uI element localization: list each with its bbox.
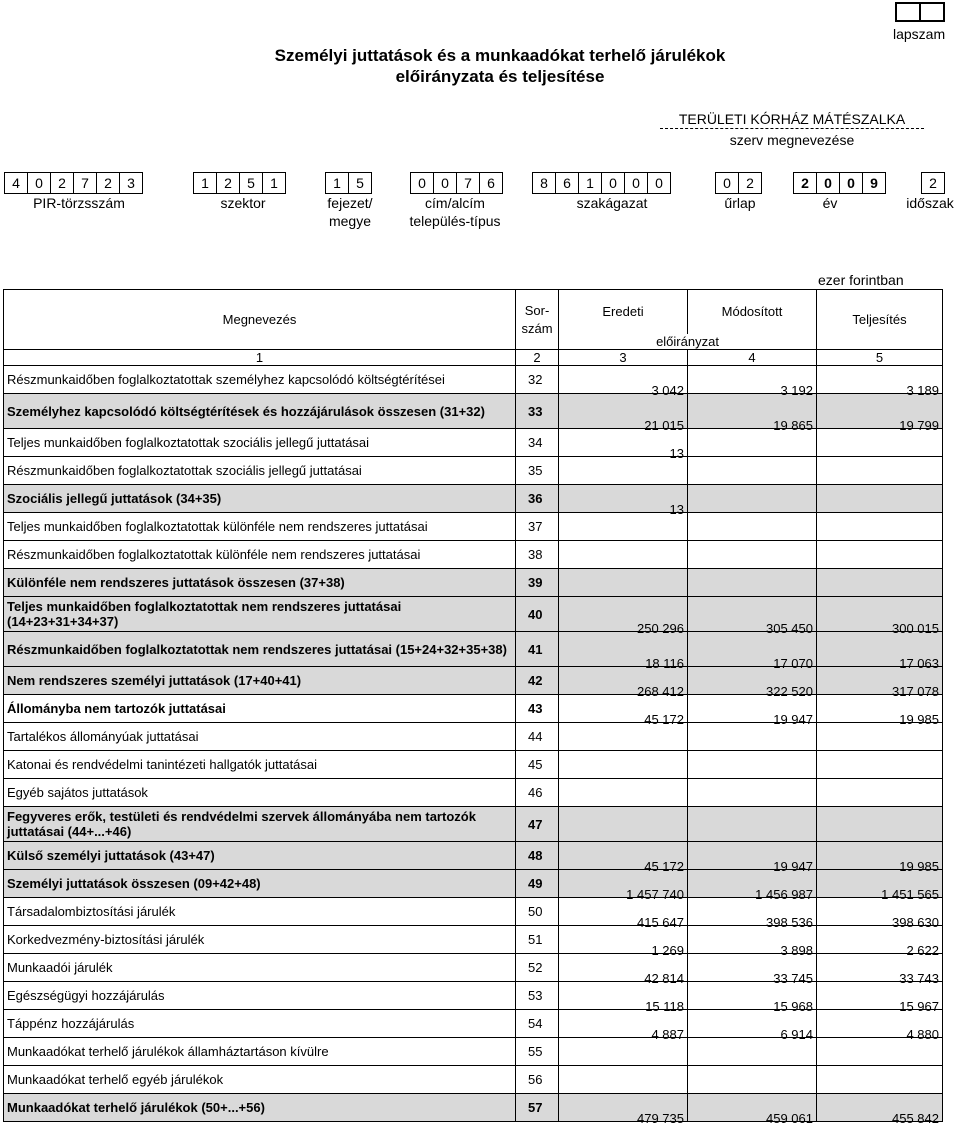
row-eredeti-value: 45 172 [644, 712, 684, 727]
table-row [4, 394, 943, 429]
row-eredeti-value: 3 042 [651, 383, 684, 398]
row-eredeti-value: 4 887 [651, 1027, 684, 1042]
code-label: szektor [220, 195, 266, 211]
row-modositott-value: 19 947 [773, 859, 813, 874]
row-eredeti [559, 513, 688, 541]
row-teljesites [817, 751, 943, 779]
row-name: Részmunkaidőben foglalkoztatottak szociális jellegű juttatásai [4, 457, 516, 485]
table-row [4, 842, 943, 870]
row-teljesites-value: 300 015 [892, 621, 939, 636]
row-sorszam: 53 [516, 982, 559, 1010]
row-modositott [688, 779, 817, 807]
row-sorszam: 37 [516, 513, 559, 541]
code-digit: 2 [929, 175, 937, 191]
row-eredeti-value: 15 118 [645, 999, 684, 1014]
row-teljesites [817, 632, 943, 671]
colnum-2: 2 [516, 350, 559, 366]
row-eredeti-value: 479 735 [637, 1111, 684, 1126]
header-sorszam: Sor- szám [516, 290, 559, 350]
organization-label: szerv megnevezése [729, 132, 855, 148]
row-name: Teljes munkaidőben foglalkoztatottak különféle nem rendszeres juttatásai [4, 513, 516, 541]
row-name: Munkaadói járulék [4, 954, 516, 982]
row-modositott [688, 751, 817, 779]
header-eredeti: Eredeti [559, 290, 688, 334]
code-digit: 0 [840, 173, 863, 193]
code-digit: 2 [217, 173, 240, 193]
organization-name: TERÜLETI KÓRHÁZ MÁTÉSZALKA [660, 111, 924, 129]
row-name: Részmunkaidőben foglalkoztatottak különféle nem rendszeres juttatásai [4, 541, 516, 569]
row-modositott-value: 3 192 [780, 383, 813, 398]
row-sorszam: 49 [516, 870, 559, 898]
code-digit: 0 [716, 173, 739, 193]
row-modositott-value: 6 914 [780, 1027, 813, 1042]
table-row [4, 807, 943, 842]
row-teljesites [817, 513, 943, 541]
lapszam-boxes [895, 2, 945, 22]
row-sorszam: 34 [516, 429, 559, 457]
header-eloiranyzat: előirányzat [559, 334, 817, 350]
row-teljesites [817, 807, 943, 842]
table-row [4, 1094, 943, 1122]
code-group [921, 172, 945, 194]
header-teljesites: Teljesítés [817, 290, 943, 350]
code-group [715, 172, 762, 194]
row-name: Munkaadókat terhelő járulékok államháztartáson kívülre [4, 1038, 516, 1066]
code-digit: 1 [579, 173, 602, 193]
row-name: Személyhez kapcsolódó költségtérítések és hozzájárulások összesen (31+32) [4, 394, 516, 429]
row-teljesites-value: 17 063 [899, 656, 939, 671]
code-digit: 4 [5, 173, 28, 193]
row-eredeti-value: 45 172 [644, 859, 684, 874]
row-modositott-value: 1 456 987 [755, 887, 813, 902]
row-teljesites-value: 15 967 [899, 999, 939, 1014]
row-sorszam: 41 [516, 632, 559, 667]
row-name: Egészségügyi hozzájárulás [4, 982, 516, 1010]
code-group [325, 172, 372, 194]
table-row [4, 366, 943, 394]
row-sorszam: 55 [516, 1038, 559, 1066]
code-digit: 7 [74, 173, 97, 193]
row-modositott-value: 19 865 [773, 418, 813, 433]
code-digit: 8 [533, 173, 556, 193]
row-name: Katonai és rendvédelmi tanintézeti hallgatók juttatásai [4, 751, 516, 779]
code-digit: 0 [602, 173, 625, 193]
row-eredeti [559, 394, 688, 433]
row-sorszam: 50 [516, 898, 559, 926]
row-teljesites [817, 541, 943, 569]
row-teljesites [817, 394, 943, 433]
row-sorszam: 38 [516, 541, 559, 569]
code-digit: 2 [51, 173, 74, 193]
row-name: Különféle nem rendszeres juttatások összesen (37+38) [4, 569, 516, 597]
row-eredeti-value: 1 457 740 [626, 887, 684, 902]
table-row [4, 751, 943, 779]
row-teljesites-value: 19 985 [899, 712, 939, 727]
row-teljesites [817, 779, 943, 807]
row-name: Nem rendszeres személyi juttatások (17+40+41) [4, 667, 516, 695]
row-modositott [688, 1094, 817, 1126]
code-digit: 6 [556, 173, 579, 193]
row-eredeti [559, 842, 688, 874]
row-teljesites-value: 455 842 [892, 1111, 939, 1126]
row-name: Részmunkaidőben foglalkoztatottak nem rendszeres juttatásai (15+24+32+35+38) [4, 632, 516, 667]
row-teljesites-value: 1 451 565 [881, 887, 939, 902]
code-digit: 0 [625, 173, 648, 193]
code-group [4, 172, 143, 194]
row-name: Munkaadókat terhelő járulékok (50+...+56) [4, 1094, 516, 1122]
table-row [4, 569, 943, 597]
row-teljesites-value: 19 799 [899, 418, 939, 433]
row-name: Részmunkaidőben foglalkoztatottak személyhez kapcsolódó költségtérítései [4, 366, 516, 394]
row-sorszam: 54 [516, 1010, 559, 1038]
row-eredeti [559, 779, 688, 807]
row-eredeti [559, 541, 688, 569]
code-group [193, 172, 286, 194]
row-teljesites [817, 842, 943, 874]
row-eredeti [559, 1066, 688, 1094]
row-eredeti-value: 21 015 [644, 418, 684, 433]
row-teljesites [817, 457, 943, 485]
code-digit: 1 [270, 175, 278, 191]
row-name: Korkedvezmény-biztosítási járulék [4, 926, 516, 954]
table-row [4, 632, 943, 667]
row-name: Személyi juttatások összesen (09+42+48) [4, 870, 516, 898]
row-modositott [688, 394, 817, 433]
row-teljesites-value: 3 189 [906, 383, 939, 398]
row-modositott [688, 1066, 817, 1094]
row-eredeti-value: 250 296 [637, 621, 684, 636]
table-row [4, 457, 943, 485]
row-eredeti [559, 569, 688, 597]
code-digit: 0 [434, 173, 457, 193]
row-name: Egyéb sajátos juttatások [4, 779, 516, 807]
row-teljesites [817, 485, 943, 513]
code-digit: 0 [28, 173, 51, 193]
row-eredeti [559, 632, 688, 671]
row-modositott-value: 15 968 [773, 999, 813, 1014]
row-eredeti-value: 13 [669, 502, 684, 517]
row-teljesites-value: 19 985 [899, 859, 939, 874]
row-eredeti [559, 597, 688, 636]
row-eredeti-value: 13 [669, 446, 684, 461]
row-modositott [688, 366, 817, 398]
row-modositott-value: 305 450 [766, 621, 813, 636]
row-eredeti-value: 42 814 [644, 971, 684, 986]
row-sorszam: 47 [516, 807, 559, 842]
row-eredeti-value: 268 412 [637, 684, 684, 699]
row-teljesites-value: 398 630 [892, 915, 939, 930]
code-label: PIR-törzsszám [33, 195, 125, 211]
row-teljesites-value: 317 078 [892, 684, 939, 699]
row-sorszam: 33 [516, 394, 559, 429]
code-digit: 7 [457, 173, 480, 193]
row-sorszam: 51 [516, 926, 559, 954]
row-teljesites-value: 2 622 [906, 943, 939, 958]
title-line-2: előirányzata és teljesítése [395, 67, 605, 86]
colnum-4: 4 [688, 350, 817, 366]
row-modositott [688, 597, 817, 636]
table-row [4, 513, 943, 541]
row-eredeti [559, 751, 688, 779]
header-megnevezes: Megnevezés [4, 290, 516, 350]
code-digit: 9 [870, 175, 878, 191]
row-modositott [688, 807, 817, 842]
row-name: Fegyveres erők, testületi és rendvédelmi szervek állományába nem tartozók juttatásai (44+...+46) [4, 807, 516, 842]
row-name: Állományba nem tartozók juttatásai [4, 695, 516, 723]
code-group [793, 172, 886, 194]
row-teljesites-value: 4 880 [906, 1027, 939, 1042]
code-group [532, 172, 671, 194]
row-eredeti [559, 807, 688, 842]
row-sorszam: 43 [516, 695, 559, 723]
row-modositott [688, 541, 817, 569]
table-row [4, 597, 943, 632]
code-group [410, 172, 503, 194]
row-name: Tartalékos állományúak juttatásai [4, 723, 516, 751]
row-modositott-value: 322 520 [766, 684, 813, 699]
row-teljesites [817, 1066, 943, 1094]
colnum-1: 1 [4, 350, 516, 366]
code-digit: 6 [487, 175, 495, 191]
row-teljesites [817, 597, 943, 636]
row-teljesites-value: 33 743 [899, 971, 939, 986]
row-sorszam: 44 [516, 723, 559, 751]
unit-label: ezer forintban [818, 272, 904, 288]
code-label: űrlap [724, 195, 756, 211]
code-digit: 0 [655, 175, 663, 191]
row-modositott [688, 569, 817, 597]
row-eredeti-value: 18 116 [645, 656, 684, 671]
code-label: szakágazat [576, 195, 648, 211]
row-eredeti [559, 1094, 688, 1126]
row-name: Teljes munkaidőben foglalkoztatottak nem rendszeres juttatásai (14+23+31+34+37) [4, 597, 516, 632]
row-sorszam: 48 [516, 842, 559, 870]
table-row [4, 541, 943, 569]
row-modositott [688, 842, 817, 874]
row-modositott [688, 632, 817, 671]
code-digit: 5 [356, 175, 364, 191]
code-digit: 1 [194, 173, 217, 193]
row-name: Társadalombiztosítási járulék [4, 898, 516, 926]
row-modositott [688, 485, 817, 513]
row-name: Szociális jellegű juttatások (34+35) [4, 485, 516, 513]
row-modositott-value: 3 898 [780, 943, 813, 958]
code-label: fejezet/ megye [327, 195, 373, 229]
row-eredeti [559, 366, 688, 398]
code-digit: 2 [97, 173, 120, 193]
code-digit: 1 [326, 173, 349, 193]
row-name: Táppénz hozzájárulás [4, 1010, 516, 1038]
code-label: időszak [906, 195, 954, 211]
row-modositott-value: 19 947 [773, 712, 813, 727]
row-sorszam: 39 [516, 569, 559, 597]
row-eredeti-value: 1 269 [651, 943, 684, 958]
row-modositott-value: 17 070 [773, 656, 813, 671]
row-modositott-value: 33 745 [773, 971, 813, 986]
code-label: év [822, 195, 838, 211]
row-name: Külső személyi juttatások (43+47) [4, 842, 516, 870]
code-digit: 2 [746, 175, 754, 191]
row-teljesites [817, 569, 943, 597]
row-sorszam: 56 [516, 1066, 559, 1094]
code-digit: 5 [240, 173, 263, 193]
row-name: Teljes munkaidőben foglalkoztatottak szociális jellegű juttatásai [4, 429, 516, 457]
table-row [4, 1066, 943, 1094]
row-sorszam: 40 [516, 597, 559, 632]
row-sorszam: 52 [516, 954, 559, 982]
row-modositott [688, 513, 817, 541]
row-sorszam: 32 [516, 366, 559, 394]
identifier-code-row [0, 172, 960, 194]
table-row [4, 779, 943, 807]
code-digit: 2 [794, 173, 817, 193]
row-eredeti [559, 457, 688, 485]
code-digit: 3 [127, 175, 135, 191]
colnum-5: 5 [817, 350, 943, 366]
row-teljesites [817, 1094, 943, 1126]
code-digit: 0 [817, 173, 840, 193]
row-modositott-value: 459 061 [766, 1111, 813, 1126]
row-sorszam: 57 [516, 1094, 559, 1122]
title-line-1: Személyi juttatások és a munkaadókat terhelő járulékok [274, 46, 726, 65]
page-title [200, 45, 800, 87]
row-modositott-value: 398 536 [766, 915, 813, 930]
data-table [3, 289, 943, 1126]
row-eredeti [559, 485, 688, 517]
row-teljesites [817, 366, 943, 398]
row-sorszam: 36 [516, 485, 559, 513]
row-sorszam: 42 [516, 667, 559, 695]
lapszam-label: lapszam [893, 26, 946, 42]
code-digit: 0 [411, 173, 434, 193]
row-sorszam: 45 [516, 751, 559, 779]
colnum-3: 3 [559, 350, 688, 366]
row-name: Munkaadókat terhelő egyéb járulékok [4, 1066, 516, 1094]
table-row [4, 485, 943, 513]
row-sorszam: 35 [516, 457, 559, 485]
row-sorszam: 46 [516, 779, 559, 807]
row-eredeti-value: 415 647 [637, 915, 684, 930]
code-label: cím/alcím település-típus [409, 195, 501, 229]
header-modositott: Módosított [688, 290, 817, 334]
row-modositott [688, 457, 817, 485]
